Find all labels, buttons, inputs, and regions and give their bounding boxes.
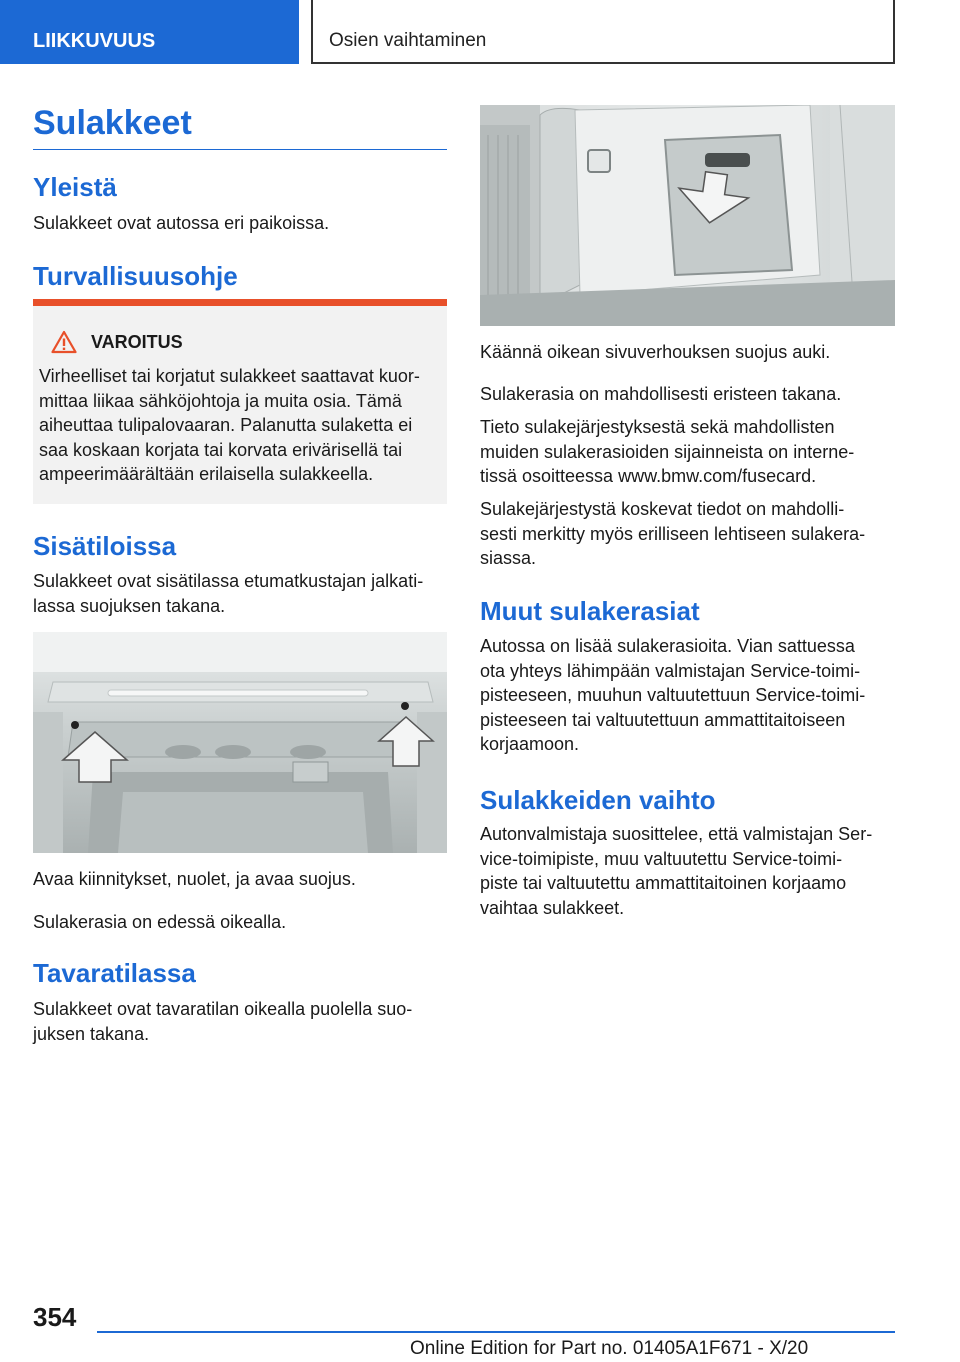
warning-triangle-icon — [51, 330, 77, 354]
interior-line: lassa suojuksen takana. — [33, 595, 226, 616]
trunk-text — [33, 997, 447, 1046]
heading-replace: Sulakkeiden vaihto — [480, 785, 716, 815]
trunk-caption-2: Sulakerasia on mahdollisesti eristeen takana. — [480, 384, 842, 404]
footer-edition: Online Edition for Part no. 01405A1F671 - X/20 — [410, 1338, 809, 1359]
heading-safety: Turvallisuusohje — [33, 261, 238, 291]
warning-line: ampeerimäärältään erilaisella sulakkeella. — [39, 464, 374, 484]
trunk-note-line: Sulakejärjestystä koskevat tiedot on mahdolli- — [480, 499, 845, 519]
interior-caption-1: Avaa kiinnitykset, nuolet, ja avaa suojus. — [33, 869, 356, 889]
heading-other-fuseboxes: Muut sulakerasiat — [480, 596, 700, 626]
other-line: ota yhteys lähimpään valmistajan Service-toimi- — [480, 660, 861, 681]
warning-line: mittaa liikaa sähköjohtoja ja muita osia. Tämä — [39, 390, 402, 411]
heading-general: Yleistä — [33, 172, 117, 202]
trunk-info-line: muiden sulakerasioiden sijainneista on interne- — [480, 441, 855, 462]
page-title: Sulakkeet — [33, 104, 447, 150]
warning-box — [33, 299, 447, 504]
interior-line: Sulakkeet ovat sisätilassa etumatkustajan jalkati- — [33, 571, 424, 591]
trunk-fusebox-photo — [480, 105, 895, 326]
trunk-note-line: sesti merkitty myös erilliseen lehtiseen sulakera- — [480, 523, 866, 544]
replace-line: vaihtaa sulakkeet. — [480, 897, 625, 918]
other-text — [480, 634, 895, 757]
trunk-info — [480, 415, 895, 489]
other-line: pisteeseen tai valtuutettuun ammattitaitoiseen — [480, 709, 846, 730]
trunk-info-line: tissä osoitteessa www.bmw.com/fusecard. — [480, 466, 817, 486]
interior-text — [33, 569, 447, 618]
warning-label: VAROITUS — [91, 332, 183, 352]
trunk-caption-1: Käännä oikean sivuverhouksen suojus auki. — [480, 342, 831, 362]
other-line: korjaamoon. — [480, 734, 580, 754]
trunk-note-line: siassa. — [480, 548, 537, 568]
replace-line: vice-toimipiste, muu valtuutettu Service-toimi- — [480, 848, 843, 869]
general-text: Sulakkeet ovat autossa eri paikoissa. — [33, 213, 330, 233]
header-chapter-tab — [311, 0, 895, 64]
heading-interior: Sisätiloissa — [33, 531, 177, 561]
header-section-tab — [0, 0, 299, 64]
warning-line: saa koskaan korjata tai korvata erivärisellä tai — [39, 439, 403, 460]
page-number: 354 — [33, 1302, 77, 1332]
interior-fusebox-photo — [33, 632, 447, 853]
interior-caption-2: Sulakerasia on edessä oikealla. — [33, 912, 287, 932]
other-line: Autossa on lisää sulakerasioita. Vian sattuessa — [480, 636, 855, 656]
footer-rule — [97, 1331, 895, 1333]
replace-line: Autonvalmistaja suosittelee, että valmistajan Ser- — [480, 824, 873, 844]
trunk-note — [480, 497, 895, 571]
header-section-label: LIIKKUVUUS — [33, 30, 156, 52]
header-chapter-label: Osien vaihtaminen — [329, 30, 487, 51]
heading-trunk: Tavaratilassa — [33, 958, 196, 988]
warning-line: aiheuttaa tulipalovaaran. Palanutta sulaketta ei — [39, 415, 413, 435]
trunk-line: juksen takana. — [33, 1023, 150, 1044]
warning-line: Virheelliset tai korjatut sulakkeet saattavat kuor- — [39, 366, 420, 386]
warning-text — [39, 364, 439, 487]
trunk-info-line: Tieto sulakejärjestyksestä sekä mahdollisten — [480, 417, 835, 437]
trunk-line: Sulakkeet ovat tavaratilan oikealla puolella suo- — [33, 999, 413, 1019]
other-line: pisteeseen, muuhun valtuutettuun Service-toimi- — [480, 685, 866, 705]
replace-line: piste tai valtuutettu ammattitaitoinen korjaamo — [480, 873, 847, 893]
replace-text — [480, 822, 895, 920]
